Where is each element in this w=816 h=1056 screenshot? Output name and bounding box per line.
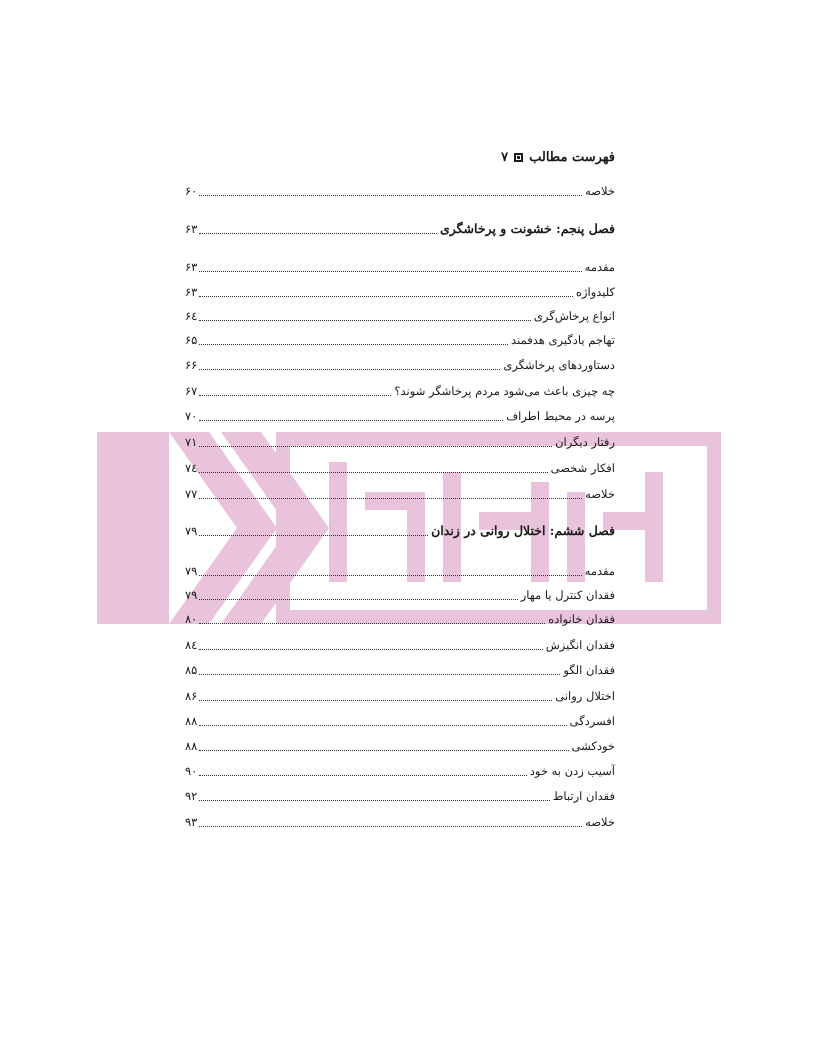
leader-dots <box>199 750 568 751</box>
running-header <box>185 146 615 168</box>
toc-entry-title: افسردگی <box>569 714 615 728</box>
leader-dots <box>199 195 582 196</box>
toc-entry-page: ۸٤ <box>185 638 198 652</box>
toc-entry-page: ۷٤ <box>185 461 198 475</box>
toc-entry-title: فصل پنجم: خشونت و پرخاشگری <box>439 221 615 236</box>
toc-entry-title: چه چیزی باعث می‌شود مردم پرخاشگر شوند؟ <box>394 384 615 398</box>
toc-entry-title: پرسه در محیط اطراف <box>506 409 615 423</box>
toc-entry-page: ۹۲ <box>185 789 198 803</box>
leader-dots <box>199 826 582 827</box>
toc-entry-title: اختلال روانی <box>555 689 615 703</box>
leader-dots <box>199 233 437 234</box>
toc-entry-page: ۷۰ <box>185 409 198 423</box>
toc-entry-title: فقدان خانواده <box>548 612 615 626</box>
toc-entry-page: ۸۵ <box>185 663 198 677</box>
running-header-page-number: ۷ <box>501 149 509 165</box>
toc-entry-title: فقدان الگو <box>563 663 615 677</box>
leader-dots <box>199 472 547 473</box>
toc-entry-title: دستاوردهای پرخاشگری <box>503 358 615 372</box>
toc-entry[interactable] <box>185 406 615 426</box>
toc-entry-page: ۷۹ <box>185 524 198 538</box>
toc-entry-page: ۶۵ <box>185 333 198 347</box>
toc-entry[interactable] <box>185 686 615 706</box>
toc-entry-page: ۶٤ <box>185 309 198 323</box>
toc-entry[interactable] <box>185 330 615 350</box>
leader-dots <box>199 725 566 726</box>
leader-dots <box>199 700 552 701</box>
toc-entry[interactable] <box>185 181 615 201</box>
leader-dots <box>199 395 391 396</box>
toc-entry-page: ۶۰ <box>185 184 198 198</box>
leader-dots <box>199 535 428 536</box>
toc-entry[interactable] <box>185 585 615 605</box>
toc-entry[interactable] <box>185 736 615 756</box>
leader-dots <box>199 420 503 421</box>
leader-dots <box>199 271 581 272</box>
toc-entry-page: ۹۳ <box>185 815 198 829</box>
toc-entry-title: مقدمه <box>584 260 615 274</box>
leader-dots <box>199 674 560 675</box>
leader-dots <box>199 623 545 624</box>
toc-entry-page: ۷۱ <box>185 435 198 449</box>
leader-dots <box>199 575 581 576</box>
toc-entry-page: ۶۷ <box>185 384 198 398</box>
toc-entry-page: ۸۰ <box>185 612 198 626</box>
leader-dots <box>199 649 542 650</box>
toc-entry-page: ۹۰ <box>185 764 198 778</box>
toc-entry[interactable] <box>185 609 615 629</box>
toc-entry-title: فقدان ارتباط <box>552 789 615 803</box>
toc-entry-page: ۷۷ <box>185 487 198 501</box>
leader-dots <box>199 320 531 321</box>
toc-chapter-heading[interactable] <box>185 219 615 239</box>
toc-entry-page: ۶۳ <box>185 260 198 274</box>
leader-dots <box>199 599 517 600</box>
toc-entry-title: تهاجم یادگیری هدفمند <box>511 333 615 347</box>
header-square-icon <box>514 153 523 162</box>
toc-entry-page: ۷۹ <box>185 588 198 602</box>
toc-chapter-heading[interactable] <box>185 521 615 541</box>
leader-dots <box>199 296 573 297</box>
toc-entry-title: افکار شخصی <box>550 461 615 475</box>
leader-dots <box>199 498 582 499</box>
toc-entry-title: خلاصه <box>585 184 615 198</box>
toc-entry-title: فقدان کنترل یا مهار <box>520 588 615 602</box>
toc-entry-title: فصل ششم: اختلال روانی در زندان <box>431 523 615 538</box>
toc-entry-title: آسیب زدن به خود <box>529 764 615 778</box>
toc-entry[interactable] <box>185 711 615 731</box>
leader-dots <box>199 344 508 345</box>
toc-entry-page: ۸۶ <box>185 689 198 703</box>
leader-dots <box>199 775 526 776</box>
toc-entry-title: مقدمه <box>584 564 615 578</box>
toc-entry[interactable] <box>185 381 615 401</box>
leader-dots <box>199 369 500 370</box>
toc-entry[interactable] <box>185 306 615 326</box>
toc-entry-title: خلاصه <box>585 487 615 501</box>
toc-entry-title: خودکشی <box>571 739 615 753</box>
toc-entry[interactable] <box>185 635 615 655</box>
toc-entry-page: ۶۳ <box>185 222 198 236</box>
toc-entry[interactable] <box>185 786 615 806</box>
toc-entry[interactable] <box>185 660 615 680</box>
leader-dots <box>199 446 552 447</box>
toc-entry-page: ۶۶ <box>185 358 198 372</box>
toc-entry[interactable] <box>185 761 615 781</box>
toc-entry-page: ۸۸ <box>185 714 198 728</box>
toc-entry[interactable] <box>185 355 615 375</box>
toc-entry-title: فقدان انگیزش <box>545 638 615 652</box>
toc-entry[interactable] <box>185 458 615 478</box>
toc-entry-title: کلیدواژه <box>575 285 615 299</box>
leader-dots <box>199 800 549 801</box>
toc-entry[interactable] <box>185 812 615 832</box>
toc-entry-title: خلاصه <box>585 815 615 829</box>
toc-entry-title: انواع پرخاش‌گری <box>533 309 615 323</box>
toc-entry-page: ۶۳ <box>185 285 198 299</box>
toc-entry-page: ۸۸ <box>185 739 198 753</box>
toc-entry[interactable] <box>185 257 615 277</box>
toc-entry-title: رفتار دیگران <box>555 435 615 449</box>
running-header-title: فهرست مطالب <box>529 149 615 165</box>
toc-entry[interactable] <box>185 484 615 504</box>
toc-entry-page: ۷۹ <box>185 564 198 578</box>
toc-entry[interactable] <box>185 282 615 302</box>
toc-entry[interactable] <box>185 432 615 452</box>
toc-entry[interactable] <box>185 561 615 581</box>
